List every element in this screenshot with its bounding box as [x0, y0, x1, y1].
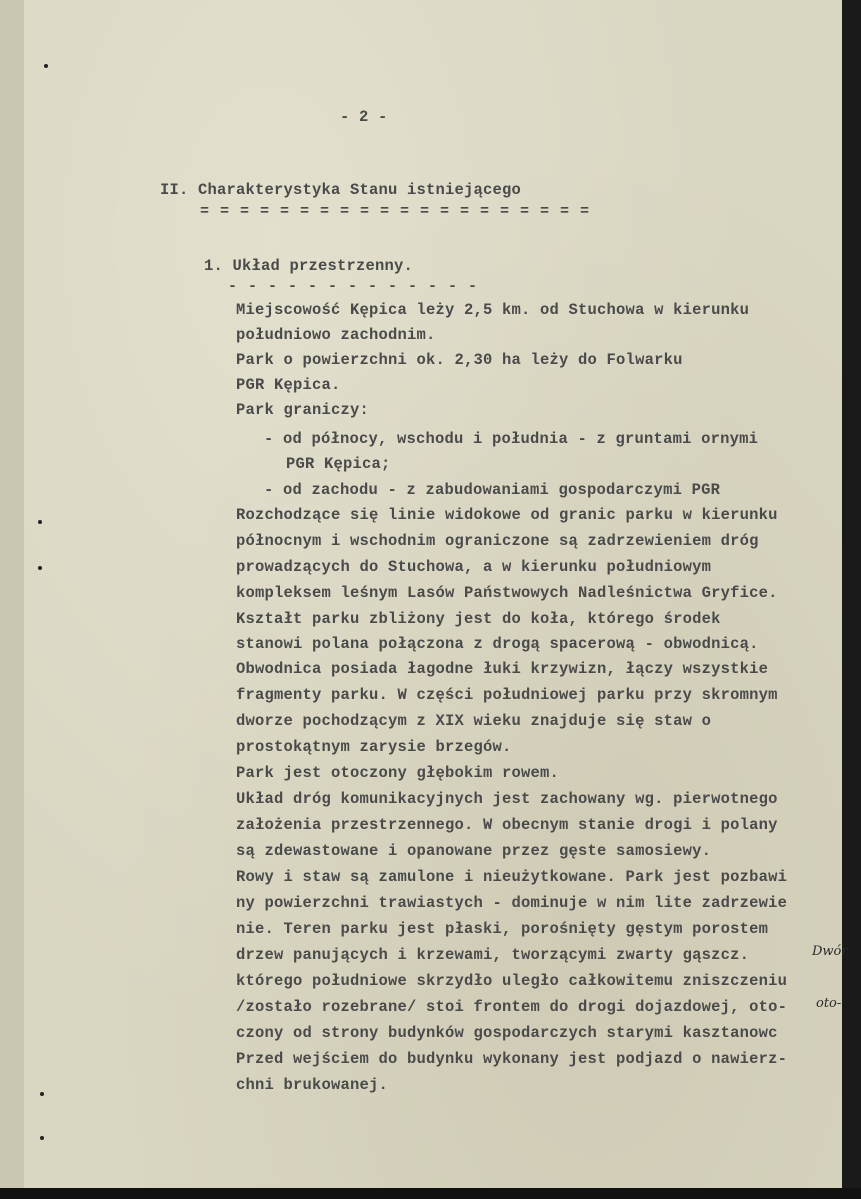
- body-line: Miejscowość Kępica leży 2,5 km. od Stuchowa w kierunku: [236, 301, 750, 319]
- subsection-title: 1. Układ przestrzenny.: [204, 257, 414, 275]
- body-line: Rozchodzące się linie widokowe od granic parku w kierunku: [236, 506, 778, 524]
- body-line: drzew panujących i krzewami, tworzącymi zwarty gąszcz.: [236, 946, 750, 964]
- body-line: północnym i wschodnim ograniczone są zadrzewieniem dróg: [236, 532, 759, 550]
- body-line: Kształt parku zbliżony jest do koła, którego środek: [236, 610, 721, 628]
- body-line: ny powierzchni trawiastych - dominuje w nim lite zadrzewie: [236, 894, 788, 912]
- body-line: prowadzących do Stuchowa, a w kierunku południowym: [236, 558, 712, 576]
- section-underline: = = = = = = = = = = = = = = = = = = = =: [200, 203, 591, 220]
- body-line: Układ dróg komunikacyjnych jest zachowany wg. pierwotnego: [236, 790, 778, 808]
- punch-mark: [44, 64, 48, 68]
- body-line: - od zachodu - z zabudowaniami gospodarczymi PGR: [264, 481, 721, 499]
- body-line: PGR Kępica.: [236, 376, 341, 394]
- body-line: czony od strony budynków gospodarczych starymi kasztanowc: [236, 1024, 778, 1042]
- body-line: chni brukowanej.: [236, 1076, 389, 1094]
- body-line: stanowi polana połączona z drogą spacerową - obwodnicą.: [236, 635, 759, 653]
- body-line: Park jest otoczony głębokim rowem.: [236, 764, 560, 782]
- body-line: nie. Teren parku jest płaski, porośnięty gęstym porostem: [236, 920, 769, 938]
- body-line: Park o powierzchni ok. 2,30 ha leży do Folwarku: [236, 351, 683, 369]
- body-line: Rowy i staw są zamulone i nieużytkowane. Park jest pozbawi: [236, 868, 788, 886]
- body-line: prostokątnym zarysie brzegów.: [236, 738, 512, 756]
- punch-mark: [40, 1092, 44, 1096]
- page-number: - 2 -: [340, 108, 388, 126]
- body-line: /zostało rozebrane/ stoi frontem do drogi dojazdowej, oto-: [236, 998, 788, 1016]
- body-line: którego południowe skrzydło uległo całkowitemu zniszczeniu: [236, 972, 788, 990]
- body-line: - od północy, wschodu i południa - z gruntami ornymi: [264, 430, 759, 448]
- scan-bottom-edge: [0, 1188, 861, 1199]
- handwritten-note: Dwór: [812, 944, 848, 959]
- body-line: południowo zachodnim.: [236, 326, 436, 344]
- body-line: PGR Kępica;: [286, 455, 391, 473]
- body-line: kompleksem leśnym Lasów Państwowych Nadleśnictwa Gryfice.: [236, 584, 778, 602]
- punch-mark: [40, 1136, 44, 1140]
- body-line: są zdewastowane i opanowane przez gęste samosiewy.: [236, 842, 712, 860]
- body-line: Obwodnica posiada łagodne łuki krzywizn, łączy wszystkie: [236, 660, 769, 678]
- body-line: fragmenty parku. W części południowej parku przy skromnym: [236, 686, 778, 704]
- punch-mark: [38, 566, 42, 570]
- subsection-underline: - - - - - - - - - - - - -: [228, 278, 479, 295]
- body-line: Przed wejściem do budynku wykonany jest podjazd o nawierz-: [236, 1050, 788, 1068]
- handwritten-note: oto-: [816, 996, 842, 1011]
- scanner-margin: [0, 0, 24, 1199]
- body-line: dworze pochodzącym z XIX wieku znajduje się staw o: [236, 712, 712, 730]
- punch-mark: [38, 520, 42, 524]
- body-line: Park graniczy:: [236, 401, 370, 419]
- body-line: założenia przestrzennego. W obecnym stanie drogi i polany: [236, 816, 778, 834]
- section-title: II. Charakterystyka Stanu istniejącego: [160, 181, 522, 199]
